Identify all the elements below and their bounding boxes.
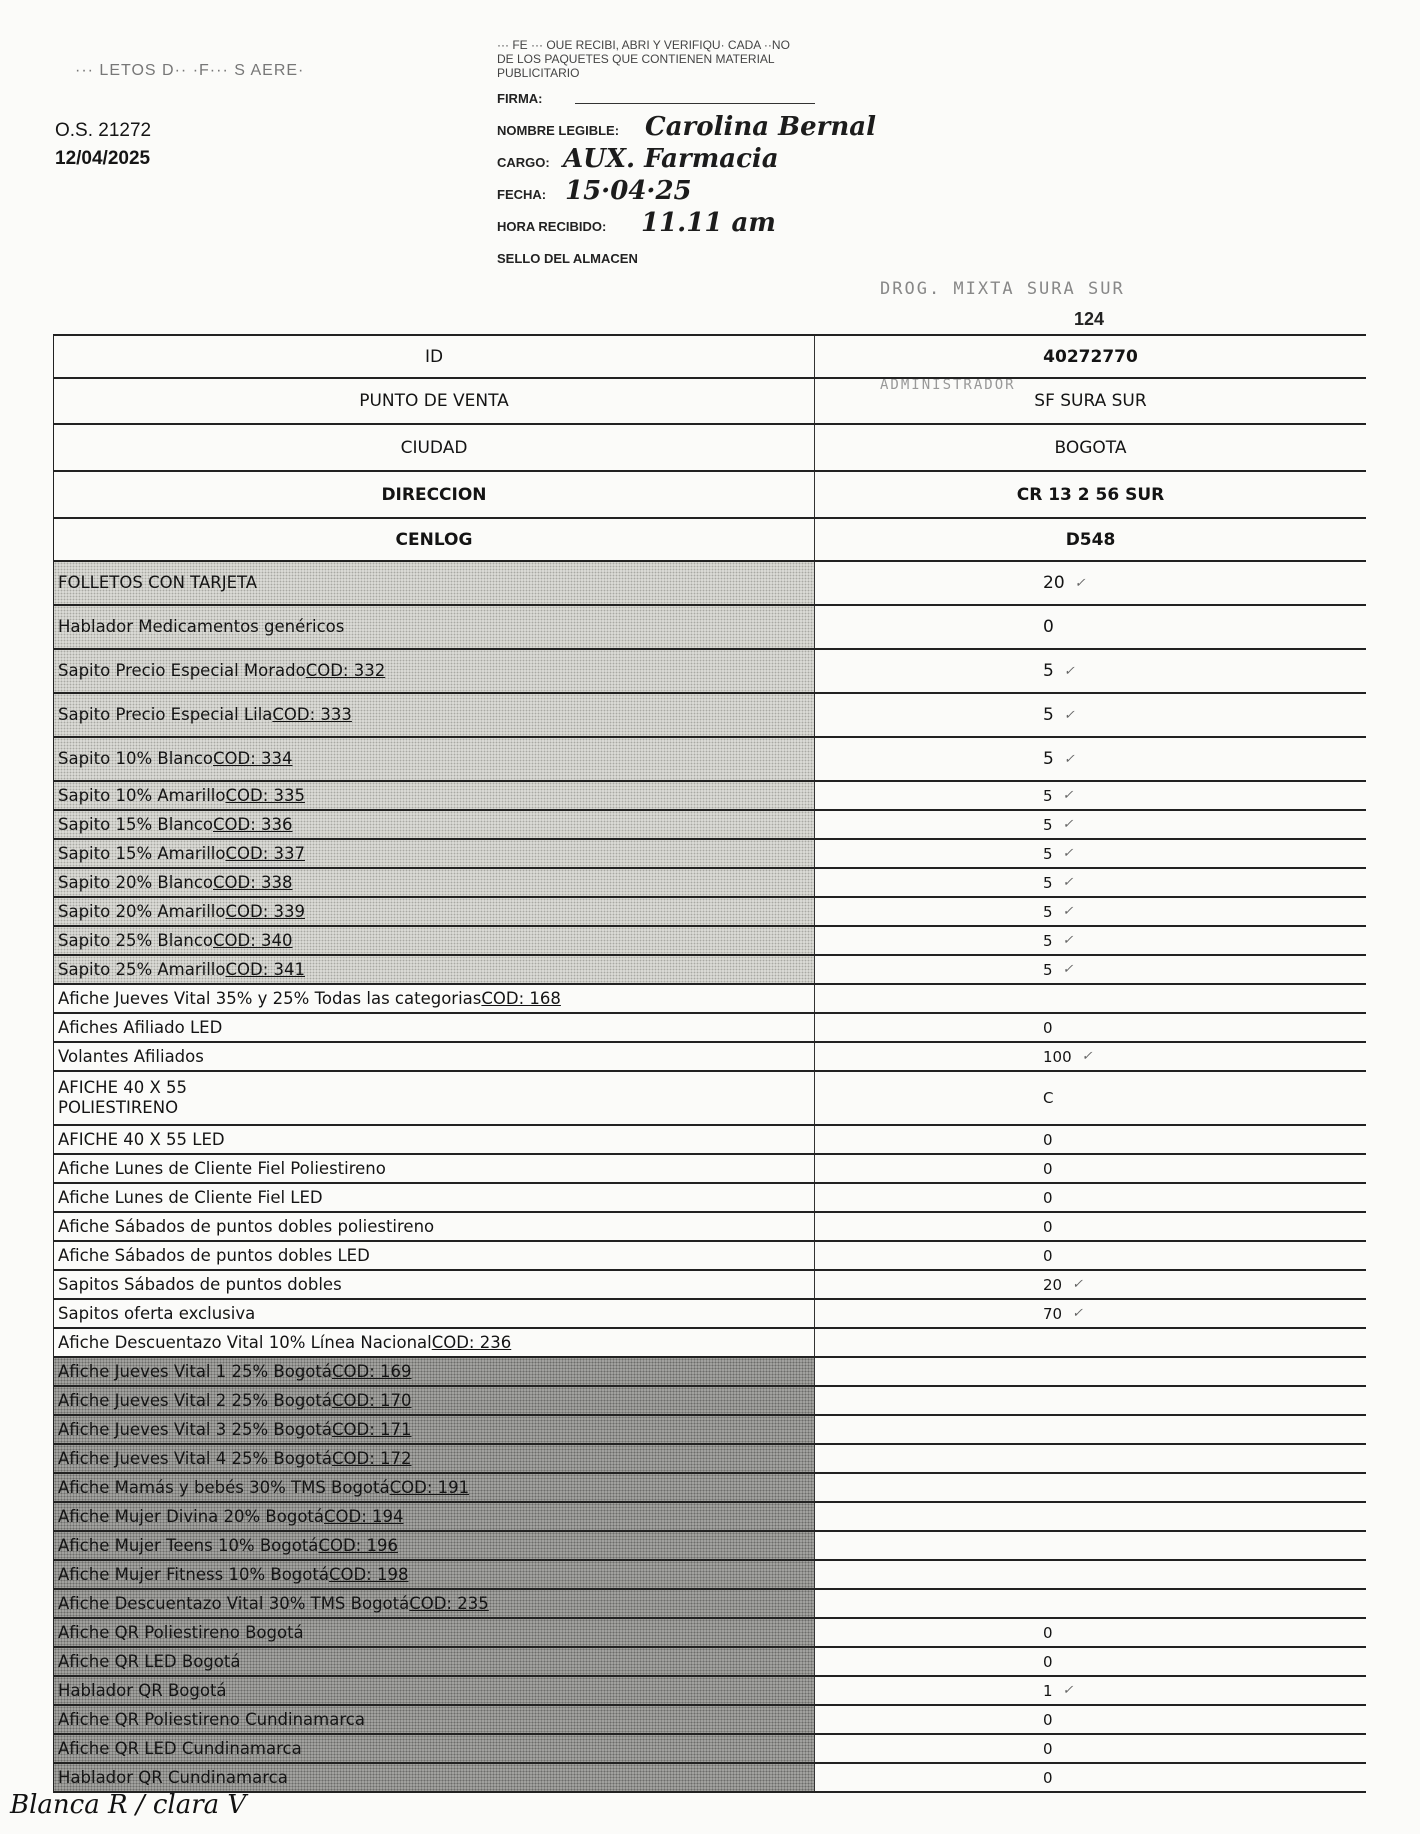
item-quantity-cell <box>815 1387 1366 1414</box>
item-quantity: 5 <box>1043 931 1053 950</box>
item-code: COD: 196 <box>318 1535 398 1555</box>
item-label-cell <box>54 927 815 954</box>
item-label: Afiche Jueves Vital 3 25% Bogotá <box>58 1419 332 1439</box>
item-quantity-cell <box>815 1561 1366 1588</box>
info-value: BOGOTA <box>1054 437 1127 458</box>
item-label-cell <box>54 898 815 925</box>
item-label-cell <box>54 1126 815 1153</box>
table-row <box>54 1590 1366 1619</box>
document-header <box>55 62 475 170</box>
item-label-cell <box>54 1648 815 1675</box>
item-quantity: 0 <box>1043 1246 1053 1265</box>
item-label: Hablador QR Cundinamarca <box>58 1767 288 1787</box>
item-label: Sapito 20% Amarillo <box>58 901 226 921</box>
item-quantity-cell <box>815 1764 1366 1791</box>
item-quantity-cell <box>815 1242 1366 1269</box>
cargo-row <box>497 144 1397 176</box>
item-quantity: 0 <box>1043 617 1054 637</box>
item-label: Sapito Precio Especial Morado <box>58 661 306 680</box>
item-label-cell <box>54 1706 815 1733</box>
item-label-cell <box>54 1503 815 1530</box>
check-mark-icon: ✓ <box>1063 751 1075 767</box>
item-quantity: 0 <box>1043 1018 1053 1037</box>
item-label: AFICHE 40 X 55 LED <box>58 1129 225 1149</box>
item-label: Afiche QR LED Bogotá <box>58 1651 241 1671</box>
item-label: Afiche Mujer Divina 20% Bogotá <box>58 1506 324 1526</box>
item-label: Afiche Jueves Vital 4 25% Bogotá <box>58 1448 332 1468</box>
item-quantity-cell <box>815 927 1366 954</box>
check-mark-icon: ✓ <box>1072 1277 1083 1292</box>
item-quantity-cell <box>815 562 1366 604</box>
item-code: COD: 235 <box>409 1593 489 1613</box>
item-label: Sapito 25% Amarillo <box>58 959 226 979</box>
item-quantity-cell <box>815 1014 1366 1041</box>
item-quantity-cell <box>815 1532 1366 1559</box>
info-row <box>54 519 1366 562</box>
item-quantity: 0 <box>1043 1159 1053 1178</box>
firma-label: FIRMA: <box>497 91 543 106</box>
item-label: Afiche Sábados de puntos dobles poliestireno <box>58 1216 435 1236</box>
item-label-cell <box>54 1532 815 1559</box>
item-label-cell <box>54 1474 815 1501</box>
item-label: Afiche Mamás y bebés 30% TMS Bogotá <box>58 1477 390 1497</box>
item-quantity: 20 <box>1043 1275 1063 1294</box>
item-label: Afiche Jueves Vital 35% y 25% Todas las categorias <box>58 988 482 1008</box>
table-row <box>54 1706 1366 1735</box>
item-code: COD: 334 <box>213 749 293 768</box>
sello-label: SELLO DEL ALMACEN <box>497 251 638 266</box>
stamp-admin: ADMINISTRADOR <box>880 377 1016 393</box>
item-label-cell <box>54 1358 815 1385</box>
item-quantity: 0 <box>1043 1623 1053 1642</box>
table-row <box>54 694 1366 738</box>
item-label-cell <box>54 562 815 604</box>
item-label: Sapitos Sábados de puntos dobles <box>58 1274 342 1294</box>
item-quantity-cell <box>815 898 1366 925</box>
item-quantity-cell <box>815 1043 1366 1070</box>
item-quantity-cell <box>815 1445 1366 1472</box>
item-quantity-cell <box>815 869 1366 896</box>
table-row <box>54 1677 1366 1706</box>
item-quantity: 0 <box>1043 1217 1053 1236</box>
item-label: Afiche Jueves Vital 2 25% Bogotá <box>58 1390 332 1410</box>
table-row <box>54 869 1366 898</box>
item-quantity: 5 <box>1043 705 1054 725</box>
item-quantity: 5 <box>1043 873 1053 892</box>
table-row <box>54 1764 1366 1793</box>
cargo-value: AUX. Farmacia <box>563 144 779 174</box>
info-label: CIUDAD <box>54 425 815 470</box>
fecha-row <box>497 176 1397 208</box>
table-row <box>54 956 1366 985</box>
item-label-cell <box>54 985 815 1012</box>
item-code: COD: 168 <box>481 988 561 1008</box>
item-label-cell <box>54 1271 815 1298</box>
item-quantity: 0 <box>1043 1652 1053 1671</box>
info-value: 40272770 <box>1043 346 1138 367</box>
item-quantity: 1 <box>1043 1681 1053 1700</box>
check-mark-icon: ✓ <box>1062 817 1074 832</box>
info-label: DIRECCION <box>54 472 815 517</box>
item-label-cell <box>54 1590 815 1617</box>
check-mark-icon: ✓ <box>1062 1683 1074 1698</box>
table-row <box>54 606 1366 650</box>
item-label: Afiche QR LED Cundinamarca <box>58 1738 302 1758</box>
table-row <box>54 1014 1366 1043</box>
item-label: AFICHE 40 X 55 POLIESTIRENO <box>58 1078 188 1117</box>
table-row <box>54 738 1366 782</box>
check-mark-icon: ✓ <box>1062 962 1074 977</box>
item-code: COD: 332 <box>305 661 386 680</box>
item-quantity-cell <box>815 1677 1366 1704</box>
item-quantity: 5 <box>1043 749 1054 769</box>
item-label-cell <box>54 1242 815 1269</box>
item-code: COD: 338 <box>213 872 293 892</box>
item-quantity-cell <box>815 1072 1366 1124</box>
info-row <box>54 472 1366 519</box>
table-row <box>54 1445 1366 1474</box>
item-code: COD: 236 <box>431 1332 512 1352</box>
item-label-cell <box>54 1735 815 1762</box>
item-label: Afiche Jueves Vital 1 25% Bogotá <box>58 1361 332 1381</box>
item-quantity-cell <box>815 694 1366 736</box>
item-quantity: 100 <box>1043 1047 1072 1066</box>
item-quantity: 5 <box>1043 902 1053 921</box>
check-mark-icon: ✓ <box>1063 663 1075 679</box>
item-quantity-cell <box>815 811 1366 838</box>
table-row <box>54 1184 1366 1213</box>
item-label: Afiche Sábados de puntos dobles LED <box>58 1245 370 1265</box>
table-row <box>54 1532 1366 1561</box>
item-label-cell <box>54 840 815 867</box>
item-label-cell <box>54 694 815 736</box>
item-quantity-cell <box>815 1358 1366 1385</box>
item-quantity: 70 <box>1043 1304 1063 1323</box>
item-label: Sapito 20% Blanco <box>58 872 214 892</box>
item-quantity-cell <box>815 1213 1366 1240</box>
table-row <box>54 927 1366 956</box>
check-mark-icon: ✓ <box>1062 904 1074 919</box>
table-row <box>54 1503 1366 1532</box>
item-label-cell <box>54 1387 815 1414</box>
table-row <box>54 1416 1366 1445</box>
item-quantity-cell <box>815 840 1366 867</box>
item-label-cell <box>54 1445 815 1472</box>
table-row <box>54 1271 1366 1300</box>
item-label-cell <box>54 1764 815 1791</box>
info-value: CR 13 2 56 SUR <box>1016 484 1165 505</box>
table-row <box>54 1213 1366 1242</box>
item-quantity: C <box>1043 1089 1054 1107</box>
info-label: CENLOG <box>54 519 815 560</box>
cargo-label: CARGO: <box>497 155 550 170</box>
item-quantity-cell <box>815 1416 1366 1443</box>
table-row <box>54 985 1366 1014</box>
material-table <box>53 334 1366 1793</box>
sello-row <box>497 240 1397 272</box>
table-row <box>54 1072 1366 1126</box>
item-label-cell <box>54 606 815 648</box>
item-label: Sapito 15% Blanco <box>58 814 214 834</box>
item-quantity-cell <box>815 1648 1366 1675</box>
table-row <box>54 898 1366 927</box>
item-quantity-cell <box>815 1329 1366 1356</box>
nombre-value: Carolina Bernal <box>645 112 876 142</box>
item-code: COD: 336 <box>213 814 293 834</box>
item-label: Afiche Descuentazo Vital 10% Línea Nacional <box>58 1332 432 1352</box>
item-quantity-cell <box>815 1590 1366 1617</box>
hora-label: HORA RECIBIDO: <box>497 219 607 234</box>
item-quantity-cell <box>815 1126 1366 1153</box>
item-label-cell <box>54 1416 815 1443</box>
table-row <box>54 562 1366 606</box>
item-quantity-cell <box>815 1735 1366 1762</box>
item-label: FOLLETOS CON TARJETA <box>58 573 258 592</box>
item-label-cell <box>54 738 815 780</box>
item-label-cell <box>54 1155 815 1182</box>
item-quantity: 5 <box>1043 960 1053 979</box>
item-code: COD: 194 <box>324 1506 404 1526</box>
table-row <box>54 1735 1366 1764</box>
item-quantity-cell <box>815 956 1366 983</box>
signature-scribble <box>575 103 815 104</box>
item-label: Sapitos oferta exclusiva <box>58 1303 256 1323</box>
fecha-value: 15·04·25 <box>565 176 692 206</box>
item-label: Afiche QR Poliestireno Cundinamarca <box>58 1709 365 1729</box>
check-mark-icon: ✓ <box>1062 875 1074 890</box>
table-row <box>54 1242 1366 1271</box>
item-quantity-cell <box>815 1155 1366 1182</box>
check-mark-icon: ✓ <box>1081 1049 1093 1064</box>
item-label: Sapito 25% Blanco <box>58 930 214 950</box>
info-row <box>54 425 1366 472</box>
item-quantity-cell <box>815 1300 1366 1327</box>
nombre-label: NOMBRE LEGIBLE: <box>497 123 620 138</box>
item-label-cell <box>54 1300 815 1327</box>
order-number: O.S. 21272 <box>55 120 152 141</box>
item-quantity: 0 <box>1043 1130 1053 1149</box>
info-row <box>54 379 1366 425</box>
item-quantity: 5 <box>1043 661 1054 681</box>
item-quantity-cell <box>815 1619 1366 1646</box>
item-label-cell <box>54 1043 815 1070</box>
item-code: COD: 341 <box>225 959 305 979</box>
item-label-cell <box>54 869 815 896</box>
item-label-cell <box>54 1677 815 1704</box>
item-quantity-cell <box>815 985 1366 1012</box>
item-code: COD: 169 <box>331 1361 412 1381</box>
item-label: Hablador Medicamentos genéricos <box>58 617 345 636</box>
item-quantity: 0 <box>1043 1188 1053 1207</box>
table-row <box>54 650 1366 694</box>
item-code: COD: 191 <box>389 1477 470 1497</box>
item-quantity: 5 <box>1043 844 1053 863</box>
item-label: Afiche Mujer Teens 10% Bogotá <box>58 1535 319 1555</box>
item-quantity-cell <box>815 782 1366 809</box>
item-quantity-cell <box>815 1271 1366 1298</box>
item-label-cell <box>54 782 815 809</box>
check-mark-icon: ✓ <box>1062 846 1074 861</box>
item-code: COD: 337 <box>225 843 305 863</box>
fecha-label: FECHA: <box>497 187 547 202</box>
item-quantity-cell <box>815 1474 1366 1501</box>
item-quantity-cell <box>815 1706 1366 1733</box>
item-quantity: 20 <box>1043 573 1065 593</box>
item-quantity-cell <box>815 606 1366 648</box>
item-label: Volantes Afiliados <box>58 1046 204 1066</box>
item-code: COD: 339 <box>225 901 305 921</box>
stamp-store-name: DROG. MIXTA SURA SUR <box>880 279 1125 299</box>
check-mark-icon: ✓ <box>1062 933 1074 948</box>
item-label-cell <box>54 811 815 838</box>
hora-row <box>497 208 1397 240</box>
table-row <box>54 1387 1366 1416</box>
item-label: Sapito 10% Blanco <box>58 749 214 768</box>
item-code: COD: 340 <box>213 930 293 950</box>
item-quantity-cell <box>815 1184 1366 1211</box>
item-code: COD: 171 <box>331 1419 412 1439</box>
item-label-cell <box>54 1329 815 1356</box>
item-quantity: 0 <box>1043 1710 1053 1729</box>
item-quantity: 5 <box>1043 786 1053 805</box>
item-label: Sapito 10% Amarillo <box>58 785 226 805</box>
item-code: COD: 335 <box>225 785 305 805</box>
table-row <box>54 1043 1366 1072</box>
receipt-statement: ··· FE ··· OUE RECIBI, ABRI Y VERIFIQU· CADA ··NO DE LOS PAQUETES QUE CONTIENEN MATERIAL PUBLICITARIO <box>497 38 790 80</box>
item-code: COD: 170 <box>331 1390 412 1410</box>
item-label-cell <box>54 1561 815 1588</box>
item-quantity: 0 <box>1043 1768 1053 1787</box>
check-mark-icon: ✓ <box>1072 1306 1083 1321</box>
order-date: 12/04/2025 <box>55 148 151 169</box>
item-label-cell <box>54 956 815 983</box>
item-label: Afiche Mujer Fitness 10% Bogotá <box>58 1564 329 1584</box>
item-label: Sapito 15% Amarillo <box>58 843 226 863</box>
check-mark-icon: ✓ <box>1074 575 1086 591</box>
item-quantity-cell <box>815 738 1366 780</box>
item-quantity-cell <box>815 1503 1366 1530</box>
nombre-row <box>497 112 1397 144</box>
item-label-cell <box>54 1072 815 1124</box>
firma-row <box>497 80 1397 112</box>
item-code: COD: 333 <box>272 705 352 724</box>
table-row <box>54 1561 1366 1590</box>
item-label: Afiche QR Poliestireno Bogotá <box>58 1622 304 1642</box>
table-row <box>54 1126 1366 1155</box>
item-label: Afiches Afiliado LED <box>58 1017 223 1037</box>
table-row <box>54 1155 1366 1184</box>
item-label: Sapito Precio Especial Lila <box>58 705 273 724</box>
item-label: Afiche Lunes de Cliente Fiel Poliestireno <box>58 1158 386 1178</box>
handwritten-note: Blanca R / clara V <box>10 1790 247 1820</box>
hora-value: 11.11 am <box>641 208 776 238</box>
check-mark-icon: ✓ <box>1062 788 1074 803</box>
item-quantity-cell <box>815 650 1366 692</box>
item-label-cell <box>54 1014 815 1041</box>
table-row <box>54 1300 1366 1329</box>
item-code: COD: 198 <box>328 1564 409 1584</box>
table-row <box>54 1648 1366 1677</box>
table-row <box>54 782 1366 811</box>
table-row <box>54 1358 1366 1387</box>
info-label: ID <box>54 336 815 377</box>
table-row <box>54 840 1366 869</box>
document-title: ··· LETOS D·· ·F··· S AERE· <box>75 62 305 79</box>
info-row <box>54 336 1366 379</box>
table-row <box>54 1619 1366 1648</box>
item-label-cell <box>54 1184 815 1211</box>
table-row <box>54 1474 1366 1503</box>
table-row <box>54 811 1366 840</box>
item-code: COD: 172 <box>331 1448 412 1468</box>
item-quantity: 5 <box>1043 815 1053 834</box>
info-label: PUNTO DE VENTA <box>54 379 815 423</box>
info-value: D548 <box>1065 529 1116 550</box>
stamp-number: 124 <box>1074 309 1105 329</box>
item-quantity: 0 <box>1043 1739 1053 1758</box>
item-label: Afiche Lunes de Cliente Fiel LED <box>58 1187 323 1207</box>
check-mark-icon: ✓ <box>1063 707 1075 723</box>
item-label-cell <box>54 650 815 692</box>
table-row <box>54 1329 1366 1358</box>
item-label-cell <box>54 1619 815 1646</box>
item-label: Hablador QR Bogotá <box>58 1680 227 1700</box>
info-value: SF SURA SUR <box>1034 391 1147 411</box>
item-label: Afiche Descuentazo Vital 30% TMS Bogotá <box>58 1593 410 1613</box>
item-label-cell <box>54 1213 815 1240</box>
